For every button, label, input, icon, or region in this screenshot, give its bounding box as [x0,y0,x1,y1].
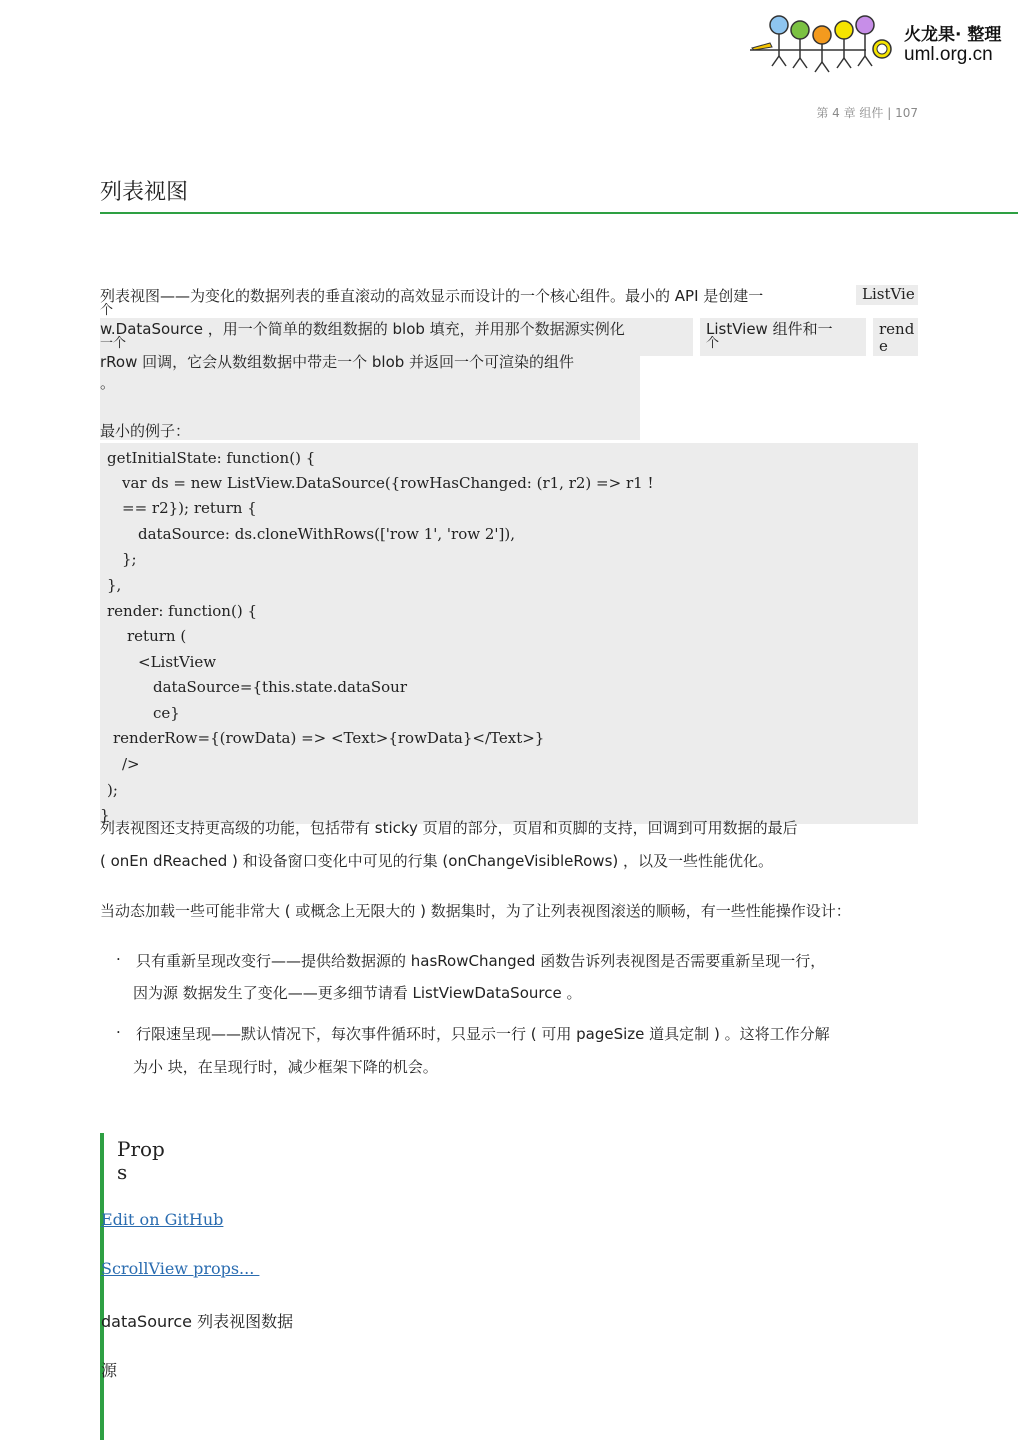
bullet2-line1: 行限速呈现——默认情况下，每次事件循环时，只显示一行 ( 可用 pageSize 道具定制 ) 。这将工作分解 [136,1025,830,1043]
code-line: /> [122,755,140,773]
code-block [100,443,918,824]
inline-code-listview-component-wrap: 个 [706,336,720,351]
para1-line1: 列表视图还支持更高级的功能，包括带有 sticky 页眉的部分，页眉和页脚的支持，回调到可用数据的最后 [100,819,798,837]
title-divider [100,212,1018,214]
inline-code-render-text: rend [879,320,915,338]
inline-code-render-wrap: e [879,337,888,355]
stick-figures-logo-icon [748,12,898,76]
props-heading [117,1138,165,1184]
code-line: dataSource={this.state.dataSour [153,678,407,696]
page-number: 第 4 章 组件 | 107 [816,106,918,120]
intro-line2-wrap: 一个 [100,336,127,351]
code-line: }, [107,576,122,594]
intro-line3: rRow 回调，它会从数组数据中带走一个 blob 并返回一个可渲染的组件 [100,353,575,371]
intro-line2: w.DataSource ，用一个简单的数组数据的 blob 填充，并用那个数据源实例化 [100,320,625,338]
datasource-prop-line: dataSource 列表视图数据 [101,1312,294,1331]
inline-code-listview-component-text: ListView 组件和一 [706,320,833,338]
bullet2-line2: 为小 块，在呈现行时，减少框架下降的机会。 [133,1058,438,1076]
code-line: var ds = new ListView.DataSource({rowHasChanged: (r1, r2) => r1 ! [122,474,654,492]
code-line: return ( [127,627,187,645]
bullet-icon: · [116,950,121,968]
code-line: render: function() { [107,602,257,620]
section-title: 列表视图 [100,180,189,205]
intro-line1-wrap: 个 [100,303,114,318]
code-line: } [100,806,110,824]
para1-line2: ( onEn dReached ) 和设备窗口变化中可见的行集 (onChangeVisibleRows) ，以及一些性能优化。 [100,852,774,870]
para2: 当动态加载一些可能非常大 ( 或概念上无限大的 ) 数据集时，为了让列表视图滚送的顺畅，有一些性能操作设计： [100,902,851,920]
code-line: dataSource: ds.cloneWithRows(['row 1', 'row 2']), [138,525,515,543]
bullet1-line1: 只有重新呈现改变行——提供给数据源的 hasRowChanged 函数告诉列表视图是否需要重新呈现一行， [136,952,826,970]
scrollview-props-link[interactable]: ScrollView props... [101,1259,260,1278]
bullet1-line2: 因为源 数据发生了变化——更多细节请看 ListViewDataSource 。 [133,984,582,1002]
props-heading-line1: Prop [117,1137,165,1161]
logo [748,12,898,76]
logo-text-line2: uml.org.cn [904,44,993,65]
datasource-prop-line2: 源 [101,1361,118,1380]
code-line: renderRow={(rowData) => <Text>{rowData}</Text>} [113,729,545,747]
inline-code-listview: ListVie [856,285,918,305]
intro-line3-end: 。 [100,374,116,392]
code-line: }; [122,550,137,568]
code-line: ); [107,781,118,799]
logo-text-line1: 火龙果· 整理 [904,25,1002,45]
props-heading-line2: s [117,1160,128,1184]
code-line: <ListView [138,653,217,671]
code-line: ce} [153,704,180,722]
code-line: getInitialState: function() { [107,449,316,467]
example-label: 最小的例子： [100,422,191,440]
edit-on-github-link[interactable]: Edit on GitHub [101,1210,224,1229]
code-line: == r2}); return { [122,499,257,517]
props-accent-bar [100,1133,104,1440]
bullet-icon: · [116,1023,121,1041]
intro-line1: 列表视图——为变化的数据列表的垂直滚动的高效显示而设计的一个核心组件。最小的 API 是创建一 [100,287,764,305]
